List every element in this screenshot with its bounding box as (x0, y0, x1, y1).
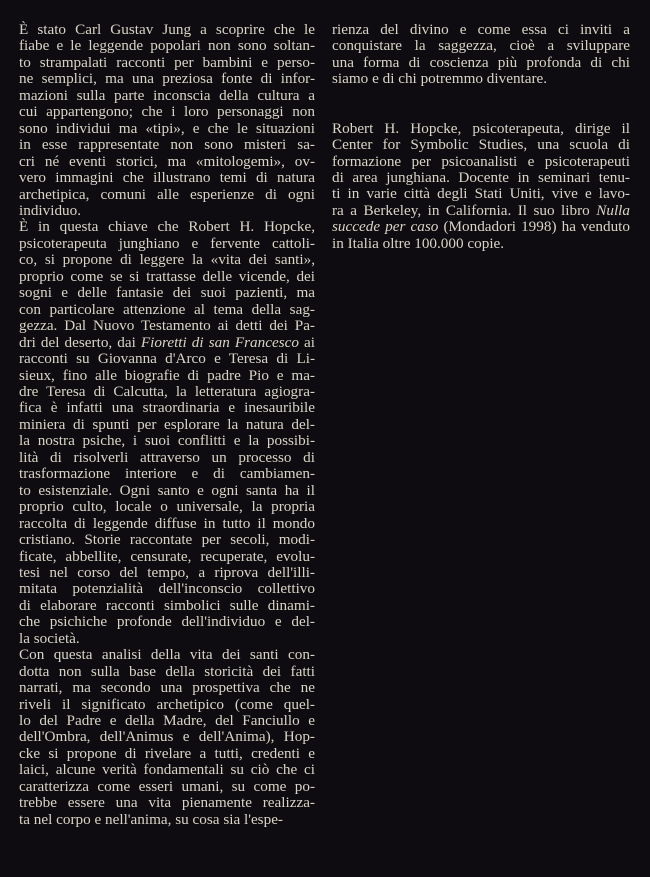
text-line: la nostra psiche, i suoi conflitti e la possibi- (19, 432, 315, 450)
paragraph-continuation (332, 22, 630, 88)
text-line: racconti su Giovanna d'Arco e Teresa di Li- (19, 350, 315, 368)
text-line: dotta non sulla base della storicità dei fatti (19, 662, 315, 680)
paragraph-spacer (332, 88, 630, 104)
text-line: lità di risolverli attraverso un processo di (19, 448, 315, 466)
text-line: to strampalati racconti per bambini e perso- (19, 53, 315, 71)
text-line: sieux, fino alle biografie di padre Pio e ma- (19, 366, 315, 384)
text-line: gezza. Dal Nuovo Testamento ai detti dei Pa- (19, 317, 315, 335)
text-line: cke si propone di rivelare a tutti, credenti e (19, 744, 315, 762)
text-line: una forma di coscienza più profonda di chi (332, 53, 630, 71)
italic-title: Fioretti di san Francesco (140, 333, 299, 351)
text-line: cui appartengono; che i loro personaggi non (19, 103, 315, 121)
text-line: mitata potenzialità dell'inconscio collettivo (19, 580, 315, 598)
text-line: succede per caso (Mondadori 1998) ha venduto (332, 218, 630, 236)
italic-title: succede per caso (332, 218, 439, 236)
text-line: in Italia oltre 100.000 copie. (332, 234, 505, 252)
text-line: dell'Ombra, dell'Animus e dell'Anima), Hop- (19, 728, 315, 746)
text-line: narrati, ma secondo una prospettiva che ne (19, 679, 315, 697)
text-line: individuo. (19, 201, 82, 219)
text-line: dre Teresa di Calcutta, la letteratura agiogra- (19, 382, 315, 400)
text-line: co, si propone di leggere la «vita dei santi», (19, 251, 315, 269)
text-line: lo del Padre e della Madre, del Fanciullo e (19, 712, 315, 730)
text-line: tesi nel corso del tempo, a riprova dell'illi- (19, 563, 315, 581)
text-line: miniera di spunti per esplorare la natura del- (19, 415, 315, 433)
paragraph-hopcke-saints (19, 219, 315, 647)
italic-title: Nulla (596, 201, 630, 219)
text-line: ta nel corpo e nell'anima, su cosa sia l'espe- (19, 810, 283, 828)
text-line: raccolta di leggende diffuse in tutto il mondo (19, 514, 315, 532)
text-line: sono individui ma «tipi», e che le situazioni (19, 119, 315, 137)
text-line: di area junghiana. Docente in seminari tenu- (332, 168, 630, 186)
text-line: È in questa chiave che Robert H. Hopcke, (19, 218, 315, 236)
text-line: Con questa analisi della vita dei santi con- (19, 646, 315, 664)
text-line: È stato Carl Gustav Jung a scoprire che le (19, 21, 315, 38)
text-line: proprio come se si trattasse delle vicende, dei (19, 267, 315, 285)
text-line: to esistenziale. Ogni santo e ogni santa ha il (19, 481, 315, 499)
text-line: ne semplici, ma una preziosa fonte di infor- (19, 70, 315, 88)
text-line: riveli il significato archetipico (come quel- (19, 695, 315, 713)
text-line: con particolare attenzione al tema della sag- (19, 300, 315, 318)
text-line: dri del deserto, dai Fioretti di san Francesco ai (19, 333, 315, 351)
text-line: cri né eventi storici, ma «mitologemi», ov- (19, 152, 315, 170)
text-line: cristiano. Storie raccontate per secoli, modi- (19, 531, 315, 549)
text-line: fiabe e le leggende popolari non sono soltan- (19, 37, 315, 55)
text-line: trasformazione interiore e di cambiamen- (19, 465, 315, 483)
text-line: la società. (19, 629, 80, 647)
text-line: ra a Berkeley, in California. Il suo libro Nulla (332, 201, 630, 219)
right-column (332, 22, 630, 252)
left-column (19, 22, 315, 828)
text-line: Center for Symbolic Studies, una scuola di (332, 136, 630, 154)
text-line: archetipica, comuni alle esperienze di ogni (19, 185, 315, 203)
paragraph-intro (19, 22, 315, 219)
text-line: laici, alcune verità fondamentali su ciò che ci (19, 761, 315, 779)
text-line: trebbe essere una vita pienamente realizza- (19, 794, 315, 812)
text-line: vero immagini che illustrano temi di natura (19, 169, 315, 187)
text-line: che psichiche profonde dell'individuo e del- (19, 613, 315, 631)
text-line: in esse rappresentate non sono misteri sa- (19, 136, 315, 154)
text-line: ficate, abbellite, censurate, recuperate, evolu- (19, 547, 315, 565)
text-line: caratterizza come esseri umani, su come po- (19, 777, 315, 795)
text-line: di elaborare racconti simbolici sulle dinami- (19, 596, 315, 614)
text-line: conquistare la saggezza, cioè a sviluppare (332, 37, 630, 55)
text-line: formazione per psicoanalisti e psicoterapeuti (332, 152, 630, 170)
text-line: fica è infatti una straordinaria e inesauribile (19, 399, 315, 417)
paragraph-spacer (332, 104, 630, 120)
text-line: rienza del divino e come essa ci inviti a (332, 21, 630, 38)
paragraph-analysis (19, 647, 315, 828)
author-bio (332, 121, 630, 253)
text-line: mazioni sulla parte inconscia della cultura a (19, 86, 315, 104)
text-line: sogni e delle fantasie dei suoi pazienti, ma (19, 284, 315, 302)
text-line: proprio culto, locale o universale, la propria (19, 498, 315, 516)
text-line: Robert H. Hopcke, psicoterapeuta, dirige il (332, 119, 630, 137)
text-line: psicoterapeuta junghiano e fervente cattoli- (19, 234, 315, 252)
text-line: siamo e di chi potremmo diventare. (332, 70, 548, 88)
text-line: ti in varie città degli Stati Uniti, vive e lavo- (332, 185, 630, 203)
